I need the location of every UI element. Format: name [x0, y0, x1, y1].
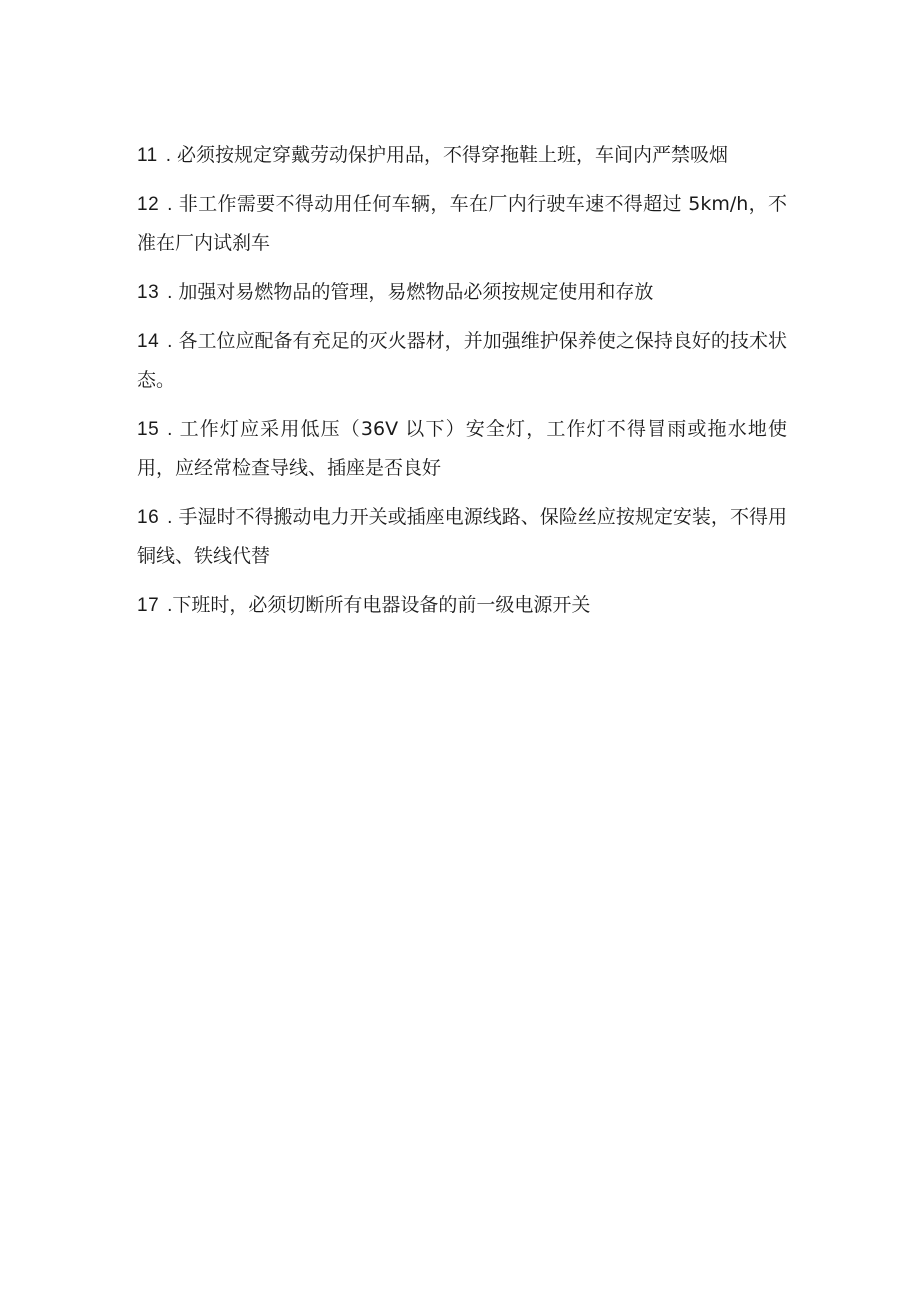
rule-separator: .	[167, 419, 173, 440]
rule-text: 加强对易燃物品的管理，易燃物品必须按规定使用和存放	[178, 281, 654, 303]
rule-separator: .	[167, 194, 173, 215]
rule-number: 17	[137, 595, 160, 616]
rule-text: 必须按规定穿戴劳动保护用品，不得穿拖鞋上班，车间内严禁吸烟	[177, 144, 729, 166]
rule-item-16	[137, 498, 787, 576]
rule-text: 工作灯应采用低压（36V 以下）安全灯，工作灯不得冒雨或拖水地使用，应经常检查导线、插座是否良好	[137, 418, 787, 479]
rule-item-14	[137, 322, 787, 400]
rule-number: 12	[137, 194, 160, 215]
rule-item-17	[137, 586, 787, 625]
rule-text: 下班时，必须切断所有电器设备的前一级电源开关	[172, 594, 591, 616]
rule-number: 13	[137, 282, 160, 303]
rule-number: 11	[137, 145, 158, 166]
rule-separator: .	[167, 331, 173, 352]
rule-item-15	[137, 410, 787, 488]
rule-text: 手湿时不得搬动电力开关或插座电源线路、保险丝应按规定安装，不得用铜线、铁线代替	[137, 506, 787, 567]
rule-separator: .	[165, 145, 172, 166]
rule-number: 14	[137, 331, 160, 352]
rule-item-12	[137, 185, 787, 263]
rule-text: 各工位应配备有充足的灭火器材，并加强维护保养使之保持良好的技术状态。	[137, 330, 787, 391]
rule-number: 15	[137, 419, 160, 440]
rule-separator: .	[167, 595, 173, 616]
rule-number: 16	[137, 507, 160, 528]
rule-separator: .	[167, 282, 173, 303]
rule-item-13	[137, 273, 787, 312]
safety-rules-list	[137, 136, 787, 635]
rule-text: 非工作需要不得动用任何车辆，车在厂内行驶车速不得超过 5km/h，不准在厂内试刹车	[137, 193, 787, 254]
rule-item-11	[137, 136, 787, 175]
rule-separator: .	[167, 507, 173, 528]
